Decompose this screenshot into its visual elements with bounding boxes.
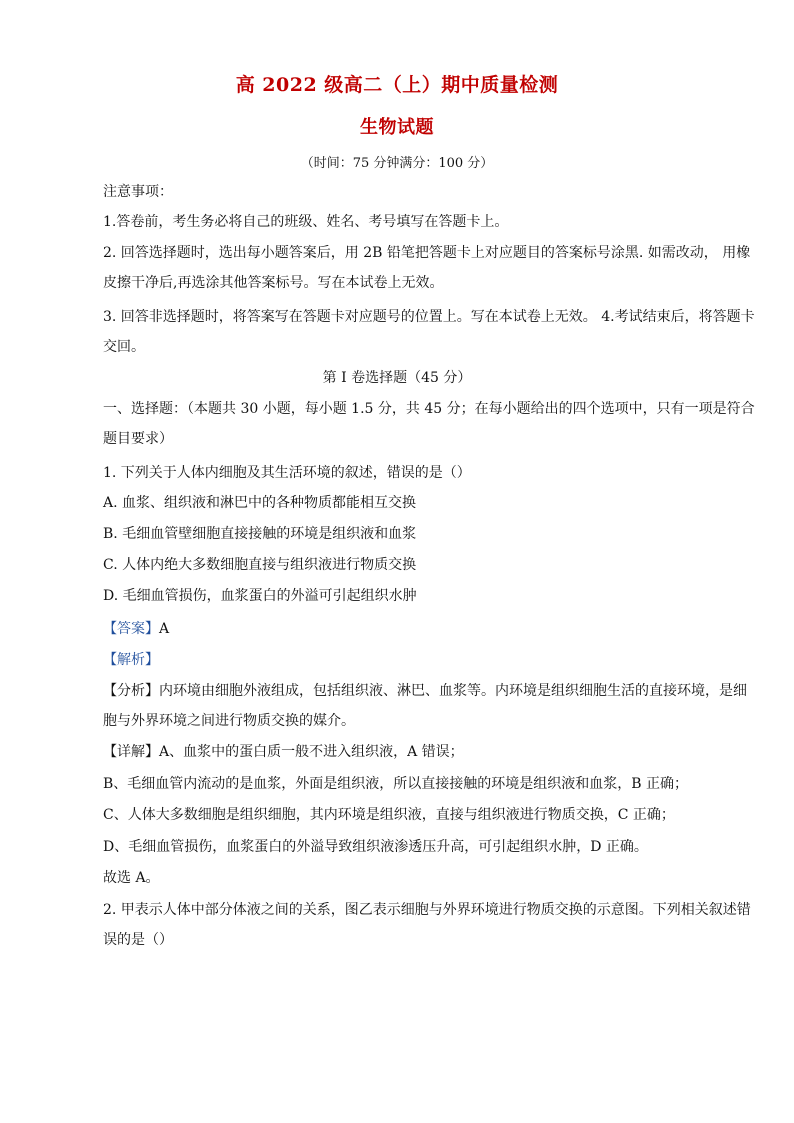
- fenxi-text-2: 胞与外界环境之间进行物质交换的媒介。: [103, 713, 355, 729]
- fenxi-text-1: 内环境由细胞外液组成，包括组织液、淋巴、血浆等。内环境是组织细胞生活的直接环境，是细: [159, 683, 747, 699]
- xiangjie-d: D、毛细血管损伤，血浆蛋白的外溢导致组织液渗透压升高，可引起组织水肿，D 正确。: [103, 839, 648, 855]
- section-intro-line-1: 一、选择题：（本题共 30 小题，每小题 1.5 分，共 45 分；在每小题给出的四个选项中，只有一项是符合: [103, 401, 755, 417]
- xiangjie-b: B、毛细血管内流动的是血浆，外面是组织液，所以直接接触的环境是组织液和血浆，B 正确；: [103, 776, 689, 792]
- conclusion: 故选 A。: [103, 870, 160, 886]
- xiangjie-row: [103, 743, 723, 761]
- section-intro-line-2: 题目要求）: [103, 431, 173, 447]
- question-1-option-a: A. 血浆、组织液和淋巴中的各种物质都能相互交换: [103, 495, 417, 511]
- notice-item-3-line-2: 交回。: [103, 339, 145, 355]
- notice-item-3-line-1: 3. 回答非选择题时，将答案写在答题卡对应题号的位置上。写在本试卷上无效。 4.考试结束后，将答题卡: [103, 309, 755, 325]
- answer-row: [103, 620, 723, 638]
- notice-heading: 注意事项：: [103, 184, 173, 200]
- xiangjie-a: A、血浆中的蛋白质一般不进入组织液，A 错误；: [159, 744, 464, 760]
- answer-tag: 【答案】: [103, 621, 159, 637]
- section-title: 第 I 卷选择题（45 分）: [322, 370, 472, 386]
- exam-title: 高 2022 级高二（上）期中质量检测: [235, 74, 559, 96]
- question-2-stem-line-2: 误的是（）: [103, 932, 173, 948]
- notice-item-2-line-2: 皮擦干净后,再选涂其他答案标号。写在本试卷上无效。: [103, 275, 444, 291]
- xiangjie-tag: 【详解】: [103, 744, 159, 760]
- fenxi-tag: 【分析】: [103, 683, 159, 699]
- question-1-option-b: B. 毛细血管壁细胞直接接触的环境是组织液和血浆: [103, 526, 417, 542]
- fenxi-row: [103, 682, 747, 700]
- xiangjie-c: C、人体大多数细胞是组织细胞，其内环境是组织液，直接与组织液进行物质交换，C 正确；: [103, 807, 675, 823]
- time-info: （时间：75 分钟满分：100 分）: [300, 156, 494, 171]
- question-1-option-c: C. 人体内绝大多数细胞直接与组织液进行物质交换: [103, 557, 417, 573]
- notice-item-1: 1.答卷前，考生务必将自己的班级、姓名、考号填写在答题卡上。: [103, 214, 509, 230]
- analysis-tag: 【解析】: [103, 652, 159, 668]
- notice-item-2-line-1: 2. 回答选择题时，选出每小题答案后，用 2B 铅笔把答题卡上对应题目的答案标号涂黑. 如需改动， 用橡: [103, 245, 751, 261]
- question-1-option-d: D. 毛细血管损伤，血浆蛋白的外溢可引起组织水肿: [103, 588, 417, 604]
- answer-value: A: [159, 621, 170, 637]
- question-1-stem: 1. 下列关于人体内细胞及其生活环境的叙述，错误的是（）: [103, 465, 471, 481]
- analysis-row: [103, 651, 723, 669]
- subject-title: 生物试题: [360, 117, 434, 138]
- question-2-stem-line-1: 2. 甲表示人体中部分体液之间的关系，图乙表示细胞与外界环境进行物质交换的示意图。下列相关叙述错: [103, 902, 751, 918]
